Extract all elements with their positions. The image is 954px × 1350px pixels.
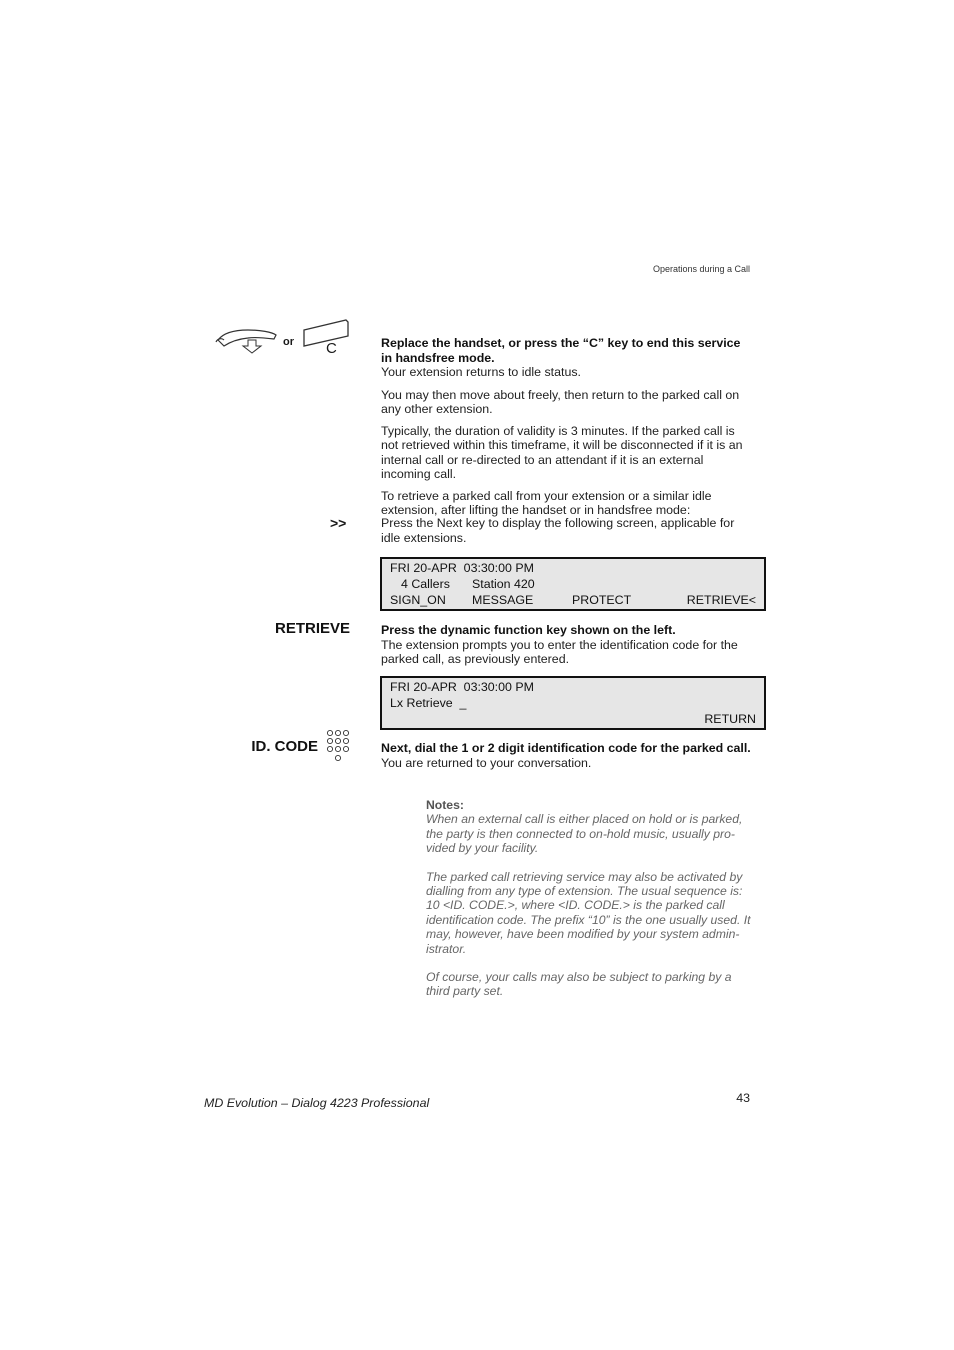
note-third-party: Of course, your calls may also be subject to parking by a third party set. bbox=[426, 970, 732, 999]
softkey-protect: PROTECT bbox=[572, 593, 632, 607]
instruction-end-service: Replace the handset, or press the “C” key to end this service in handsfree mode. bbox=[381, 336, 741, 365]
para-retrieve-intro: To retrieve a parked call from your extension or a similar idle extension, after lifting the handset or in handsfree mode: bbox=[381, 488, 712, 517]
display-callers: 4 Callers bbox=[401, 577, 450, 591]
block-end-service bbox=[381, 336, 751, 518]
softkey-message: MESSAGE bbox=[472, 593, 534, 607]
instruction-function-key: Press the dynamic function key shown on the left. bbox=[381, 623, 676, 637]
display-screen-retrieve bbox=[380, 676, 766, 730]
result-return-conversation: You are returned to your conversation. bbox=[381, 755, 592, 770]
block-retrieve bbox=[381, 623, 751, 667]
notes-section bbox=[426, 798, 752, 999]
para-validity: Typically, the duration of validity is 3 minutes. If the parked call is not retrieved within this timeframe, it will be disconnected if it is an internal call or re-directed to an attendant if it is an external incoming call. bbox=[381, 423, 743, 481]
instruction-next-key: Press the Next key to display the following screen, applicable for idle extensions. bbox=[381, 516, 735, 545]
instruction-dial-code: Next, dial the 1 or 2 digit identification code for the parked call. bbox=[381, 741, 751, 755]
para-move-freely: You may then move about freely, then return to the parked call on any other extension. bbox=[381, 387, 740, 416]
footer-title: MD Evolution – Dialog 4223 Professional bbox=[204, 1096, 430, 1110]
softkey-retrieve: RETRIEVE< bbox=[686, 593, 756, 607]
handset-down-icon bbox=[214, 326, 280, 354]
id-code-label: ID. CODE bbox=[251, 738, 318, 755]
display-datetime: FRI 20-APR 03:30:00 PM bbox=[390, 561, 534, 575]
c-key-label: C bbox=[326, 340, 337, 357]
block-id-code bbox=[381, 741, 751, 770]
display2-datetime: FRI 20-APR 03:30:00 PM bbox=[390, 680, 534, 694]
softkey-sign-on: SIGN_ON bbox=[390, 593, 446, 607]
display2-prompt: Lx Retrieve _ bbox=[390, 696, 467, 710]
retrieve-key-label: RETRIEVE bbox=[274, 620, 350, 637]
notes-title: Notes: bbox=[426, 798, 464, 812]
page-number: 43 bbox=[736, 1091, 750, 1105]
result-prompt-code: The extension prompts you to enter the identification code for the parked call, as previously entered. bbox=[381, 637, 738, 666]
running-header: Operations during a Call bbox=[652, 264, 750, 274]
softkey-return: RETURN bbox=[704, 712, 756, 726]
display-station: Station 420 bbox=[472, 577, 535, 591]
next-key-icon: >> bbox=[330, 515, 347, 531]
keypad-icon bbox=[325, 729, 351, 765]
result-idle: Your extension returns to idle status. bbox=[381, 365, 581, 379]
note-on-hold-music: When an external call is either placed on hold or is parked, the party is then connected to on-hold music, usually pro-vided by your facility. bbox=[426, 812, 743, 856]
display-screen-idle bbox=[380, 557, 766, 611]
note-retrieve-sequence: The parked call retrieving service may also be activated by dialling from any type of extension. The usual sequence is: 10 <ID. CODE.>, where <ID. CODE.> is the parked call identification code. The prefix “10” is the one usually used. It may, however, have been modified by your system admin-istrator. bbox=[426, 869, 751, 956]
or-label: or bbox=[283, 336, 294, 348]
